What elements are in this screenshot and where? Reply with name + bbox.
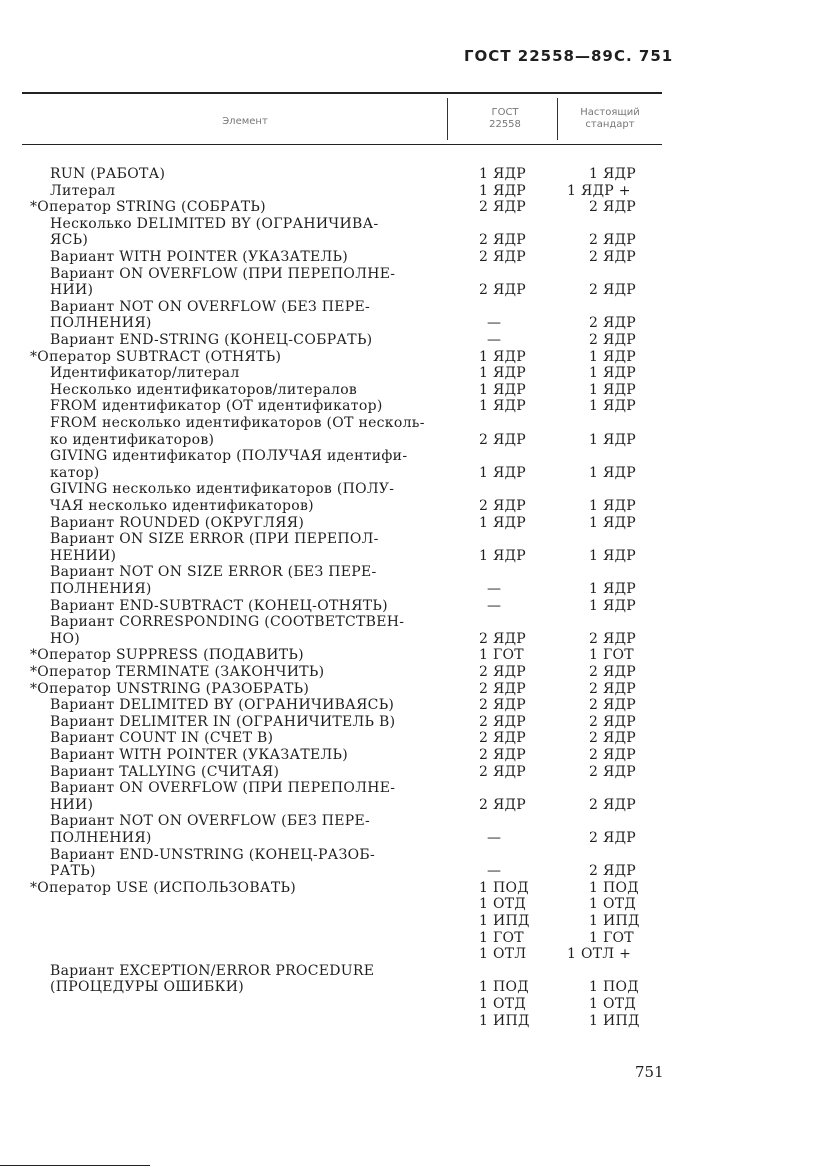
table-cell-element: Вариант NOT ON OVERFLOW (БЕЗ ПЕРЕ- <box>50 813 371 830</box>
column-divider-1 <box>447 98 448 140</box>
table-cell-current: 1 ЯДР <box>589 398 636 415</box>
table-cell-gost: 2 ЯДР <box>479 199 526 216</box>
table-cell-current: 1 ГОТ <box>589 647 634 664</box>
table-cell-gost: — <box>487 581 502 597</box>
table-cell-gost: 2 ЯДР <box>479 431 526 448</box>
table-cell-element: НЕНИИ) <box>50 547 117 564</box>
table-cell-gost: 1 ЯДР <box>479 464 526 481</box>
table-top-rule <box>22 92 662 94</box>
table-cell-gost: 2 ЯДР <box>479 664 526 680</box>
table-cell-element: GIVING несколько идентификаторов (ПОЛУ- <box>50 481 395 498</box>
table-cell-element: *Оператор TERMINATE (ЗАКОНЧИТЬ) <box>30 664 325 680</box>
table-head-rule <box>22 144 662 145</box>
table-cell-element: Вариант DELIMITED BY (ОГРАНИЧИВАЯСЬ) <box>50 697 395 714</box>
table-cell-element: Литерал <box>50 182 116 199</box>
table-cell-gost: 2 ЯДР <box>479 796 526 813</box>
table-cell-gost: 1 ЯДР <box>479 547 526 564</box>
table-cell-element: Вариант ON OVERFLOW (ПРИ ПЕРЕПОЛНЕ- <box>50 780 396 797</box>
table-cell-current: 1 ЯДР <box>589 498 636 514</box>
table-cell-gost: 2 ЯДР <box>479 249 526 265</box>
table-cell-current: 1 ЯДР <box>589 365 636 382</box>
table-cell-current: 1 ЯДР <box>589 581 636 597</box>
table-cell-current: 2 ЯДР <box>589 830 636 846</box>
table-cell-element: НИИ) <box>50 796 94 813</box>
table-cell-element: *Оператор UNSTRING (РАЗОБРАТЬ) <box>30 680 310 697</box>
table-cell-element: Вариант DELIMITER IN (ОГРАНИЧИТЕЛЬ В) <box>50 713 396 730</box>
table-cell-gost: 1 ИПД <box>479 1012 530 1029</box>
table-cell-current: 2 ЯДР <box>589 664 636 680</box>
table-cell-gost: 1 ГОТ <box>479 929 524 946</box>
table-cell-gost: 2 ЯДР <box>479 697 526 714</box>
table-cell-element: (ПРОЦЕДУРЫ ОШИБКИ) <box>50 979 244 996</box>
column-divider-2 <box>557 98 558 140</box>
table-cell-current: 1 ЯДР <box>589 597 636 614</box>
table-cell-current: 1 ЯДР <box>589 431 636 448</box>
table-cell-element: Вариант EXCEPTION/ERROR PROCEDURE <box>50 962 375 979</box>
table-cell-gost: 1 ЯДР <box>479 166 526 182</box>
table-cell-gost: 1 ЯДР <box>479 348 526 365</box>
table-cell-gost: 1 ЯДР <box>479 514 526 531</box>
header-element: Элемент <box>222 116 268 127</box>
table-cell-gost: — <box>487 332 502 348</box>
table-cell-current: 2 ЯДР <box>589 332 636 348</box>
table-cell-element: Вариант END-UNSTRING (КОНЕЦ-РАЗОБ- <box>50 846 376 863</box>
table-cell-current: 2 ЯДР <box>589 697 636 714</box>
page-header-number: С. 751 <box>614 47 674 65</box>
table-cell-element: Вариант TALLYING (СЧИТАЯ) <box>50 763 280 780</box>
page-header: ГОСТ 22558—89 <box>464 47 614 65</box>
table-cell-element: Вариант ON OVERFLOW (ПРИ ПЕРЕПОЛНЕ- <box>50 265 396 282</box>
table-cell-current: 1 ОТД <box>589 896 637 913</box>
table-cell-element: катор) <box>50 464 100 481</box>
table-cell-current: 1 ЯДР <box>589 381 636 398</box>
table-cell-element: Вариант WITH POINTER (УКАЗАТЕЛЬ) <box>50 747 349 763</box>
table-cell-current: 1 ЯДР <box>589 348 636 365</box>
table-cell-element: Несколько идентификаторов/литералов <box>50 381 358 398</box>
table-cell-element: Вариант ROUNDED (ОКРУГЛЯЯ) <box>50 514 305 531</box>
table-cell-element: РАТЬ) <box>50 863 96 880</box>
table-cell-current: 2 ЯДР <box>589 863 636 880</box>
table-cell-current: 1 ГОТ <box>589 929 634 946</box>
table-cell-current: 1 ИПД <box>589 913 640 929</box>
table-cell-gost: 1 ГОТ <box>479 647 524 664</box>
table-cell-element: FROM идентификатор (ОТ идентификатор) <box>50 398 383 415</box>
table-cell-element: Вариант CORRESPONDING (СООТВЕТСТВЕН- <box>50 614 405 631</box>
table-cell-element: FROM несколько идентификаторов (ОТ несколь- <box>50 415 425 431</box>
table-cell-current: 1 ЯДР <box>589 166 636 182</box>
bottom-rule <box>0 1165 150 1166</box>
table-cell-gost: 2 ЯДР <box>479 713 526 730</box>
table-cell-element: ПОЛНЕНИЯ) <box>50 315 152 332</box>
page-number: 751 <box>635 1063 664 1081</box>
header-gost: ГОСТ 22558 <box>489 107 521 130</box>
table-cell-current: 2 ЯДР <box>589 763 636 780</box>
table-cell-current: 1 ПОД <box>589 879 639 896</box>
table-cell-current: 2 ЯДР <box>589 713 636 730</box>
table-cell-element: ЧАЯ несколько идентификаторов) <box>50 498 314 514</box>
table-cell-current: 1 ПОД <box>589 979 639 996</box>
table-cell-element: Вариант NOT ON OVERFLOW (БЕЗ ПЕРЕ- <box>50 298 371 315</box>
table-cell-current: 2 ЯДР <box>589 249 636 265</box>
table-cell-element: Несколько DELIMITED BY (ОГРАНИЧИВА- <box>50 215 379 232</box>
table-cell-element: НО) <box>50 630 81 647</box>
table-cell-current: 2 ЯДР <box>589 315 636 332</box>
table-cell-gost: 1 ОТД <box>479 996 527 1012</box>
table-cell-current: 2 ЯДР <box>589 796 636 813</box>
table-cell-current: 2 ЯДР <box>589 730 636 747</box>
table-cell-gost: — <box>487 830 502 846</box>
table-cell-current: 2 ЯДР <box>589 199 636 216</box>
table-cell-gost: 2 ЯДР <box>479 763 526 780</box>
table-cell-element: Вариант ON SIZE ERROR (ПРИ ПЕРЕПОЛ- <box>50 531 379 548</box>
table-cell-element: *Оператор STRING (СОБРАТЬ) <box>30 199 266 216</box>
table-cell-element: НИИ) <box>50 282 94 299</box>
table-cell-gost: — <box>487 863 502 880</box>
table-cell-element: ко идентификаторов) <box>50 431 215 448</box>
table-cell-gost: 1 ЯДР <box>479 398 526 415</box>
table-cell-current: 2 ЯДР <box>589 232 636 249</box>
table-cell-gost: 1 ЯДР <box>479 381 526 398</box>
header-current: Настоящий стандарт <box>580 107 640 130</box>
table-cell-element: ЯСЬ) <box>50 232 89 249</box>
table-cell-gost: — <box>487 597 502 614</box>
table-cell-element: Вариант COUNT IN (СЧЕТ В) <box>50 730 274 747</box>
table-cell-gost: 1 ПОД <box>479 879 529 896</box>
table-cell-gost: 2 ЯДР <box>479 498 526 514</box>
table-cell-element: *Оператор SUPPRESS (ПОДАВИТЬ) <box>30 647 304 664</box>
table-cell-gost: 1 ЯДР <box>479 365 526 382</box>
table-cell-gost: 1 ПОД <box>479 979 529 996</box>
table-cell-gost: 1 ОТД <box>479 896 527 913</box>
table-cell-current: 1 ЯДР <box>589 547 636 564</box>
table-cell-current: 2 ЯДР <box>589 630 636 647</box>
table-cell-gost: 2 ЯДР <box>479 680 526 697</box>
table-cell-current: 1 ОТД <box>589 996 637 1012</box>
table-cell-element: Вариант END-STRING (КОНЕЦ-СОБРАТЬ) <box>50 332 373 348</box>
table-cell-gost: 2 ЯДР <box>479 730 526 747</box>
table-cell-gost: 2 ЯДР <box>479 232 526 249</box>
table-cell-element: ПОЛНЕНИЯ) <box>50 830 152 846</box>
table-cell-element: Идентификатор/литерал <box>50 365 240 382</box>
table-cell-element: GIVING идентификатор (ПОЛУЧАЯ идентифи- <box>50 448 408 465</box>
table-cell-element: Вариант WITH POINTER (УКАЗАТЕЛЬ) <box>50 249 349 265</box>
table-cell-current: 1 ЯДР <box>589 464 636 481</box>
table-cell-gost: 2 ЯДР <box>479 282 526 299</box>
table-cell-gost: 1 ОТЛ <box>479 946 527 963</box>
table-cell-current: 1 ЯДР + <box>567 182 631 199</box>
table-cell-element: *Оператор USE (ИСПОЛЬЗОВАТЬ) <box>30 879 296 896</box>
table-cell-gost: 1 ЯДР <box>479 182 526 199</box>
table-cell-element: RUN (РАБОТА) <box>50 166 166 182</box>
table-cell-gost: 2 ЯДР <box>479 630 526 647</box>
table-cell-element: ПОЛНЕНИЯ) <box>50 581 152 597</box>
table-cell-current: 2 ЯДР <box>589 680 636 697</box>
table-cell-gost: — <box>487 315 502 332</box>
table-cell-element: Вариант NOT ON SIZE ERROR (БЕЗ ПЕРЕ- <box>50 564 377 581</box>
table-cell-current: 2 ЯДР <box>589 282 636 299</box>
table-cell-current: 1 ОТЛ + <box>567 946 632 963</box>
table-cell-gost: 2 ЯДР <box>479 747 526 763</box>
table-cell-current: 2 ЯДР <box>589 747 636 763</box>
table-cell-element: *Оператор SUBTRACT (ОТНЯТЬ) <box>30 348 282 365</box>
table-cell-current: 1 ЯДР <box>589 514 636 531</box>
table-cell-element: Вариант END-SUBTRACT (КОНЕЦ-ОТНЯТЬ) <box>50 597 388 614</box>
table-cell-gost: 1 ИПД <box>479 913 530 929</box>
table-cell-current: 1 ИПД <box>589 1012 640 1029</box>
